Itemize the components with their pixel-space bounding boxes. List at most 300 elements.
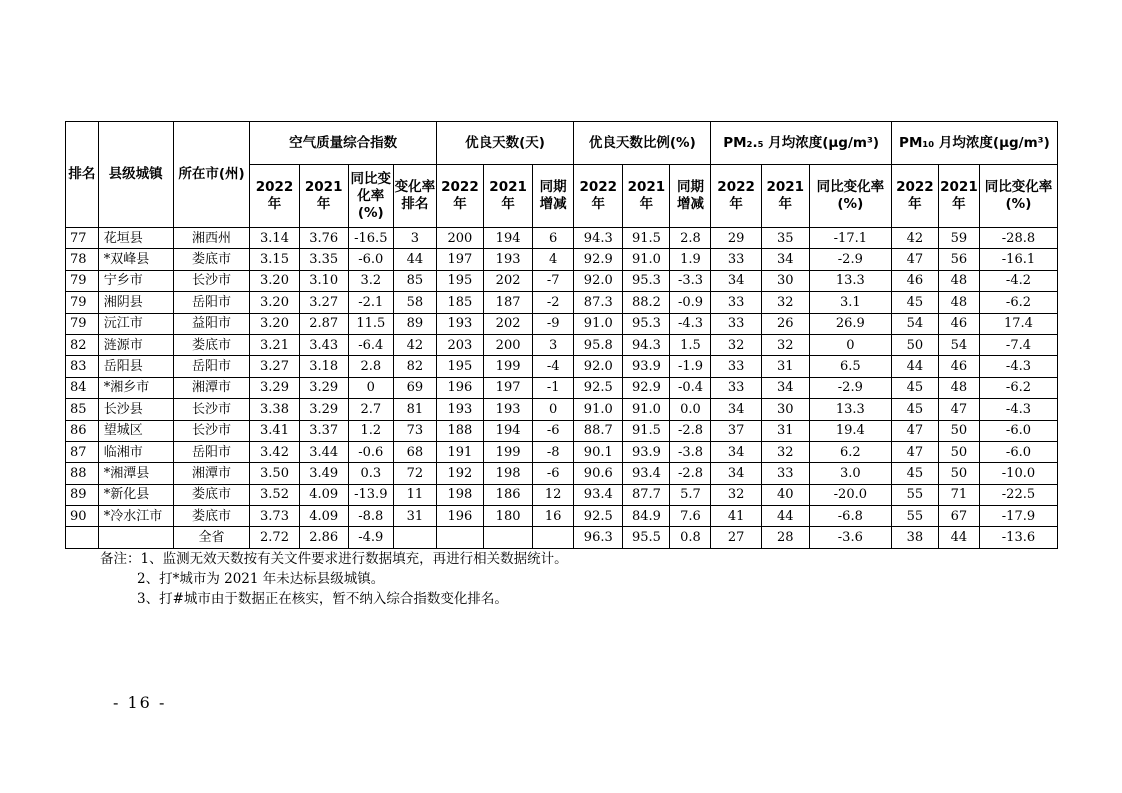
table-row	[66, 506, 1058, 527]
cell-rank: 79	[66, 270, 99, 291]
cell-aqi-change-rank: 81	[393, 399, 436, 420]
cell-pm25-2021: 32	[761, 441, 809, 462]
cell-aqi-yoy-rate: -0.6	[348, 441, 393, 462]
cell-aqi-change-rank: 69	[393, 377, 436, 398]
cell-aqi-2022: 3.15	[250, 249, 299, 270]
cell-pm10-2022: 55	[891, 506, 938, 527]
cell-pm25-change: -20.0	[809, 484, 891, 505]
cell-ratio-2021: 88.2	[623, 292, 670, 313]
cell-aqi-yoy-rate: -8.8	[348, 506, 393, 527]
table-notes	[100, 549, 568, 609]
cell-days-diff: 0	[533, 399, 574, 420]
cell-days-2021: 187	[484, 292, 533, 313]
cell-pm25-2022: 41	[711, 506, 761, 527]
cell-aqi-change-rank: 68	[393, 441, 436, 462]
cell-ratio-2022: 90.1	[574, 441, 623, 462]
cell-days-diff	[533, 527, 574, 548]
cell-city: 湘潭市	[173, 463, 250, 484]
cell-city: 娄底市	[173, 334, 250, 355]
cell-days-2022: 198	[436, 484, 483, 505]
header-aqi-change-rank: 变化率排名	[393, 165, 436, 228]
cell-aqi-2021: 3.44	[299, 441, 348, 462]
cell-pm25-2021: 32	[761, 292, 809, 313]
cell-pm25-change: 6.2	[809, 441, 891, 462]
cell-aqi-yoy-rate: -4.9	[348, 527, 393, 548]
cell-ratio-2021: 91.5	[623, 420, 670, 441]
cell-ratio-diff: 0.0	[670, 399, 711, 420]
cell-days-2022: 196	[436, 377, 483, 398]
cell-days-2022: 196	[436, 506, 483, 527]
cell-aqi-yoy-rate: -6.0	[348, 249, 393, 270]
cell-ratio-2022: 95.8	[574, 334, 623, 355]
cell-pm10-2022: 45	[891, 292, 938, 313]
air-quality-table-container	[65, 121, 1058, 549]
cell-ratio-diff: 5.7	[670, 484, 711, 505]
cell-pm10-2021: 48	[938, 377, 979, 398]
cell-ratio-2021: 94.3	[623, 334, 670, 355]
cell-days-diff: -6	[533, 463, 574, 484]
cell-ratio-2022: 92.0	[574, 356, 623, 377]
cell-days-2021: 186	[484, 484, 533, 505]
cell-pm25-2022: 27	[711, 527, 761, 548]
cell-aqi-yoy-rate: -2.1	[348, 292, 393, 313]
cell-rank: 90	[66, 506, 99, 527]
header-aqi-yoy-rate: 同比变化率(%)	[348, 165, 393, 228]
cell-ratio-2022: 87.3	[574, 292, 623, 313]
header-rank: 排名	[66, 122, 99, 228]
cell-aqi-yoy-rate: 2.7	[348, 399, 393, 420]
header-days-2021: 2021年	[484, 165, 533, 228]
cell-pm10-change: -13.6	[979, 527, 1057, 548]
page-number: - 16 -	[113, 693, 167, 712]
cell-pm25-change: 3.0	[809, 463, 891, 484]
cell-ratio-2022: 91.0	[574, 313, 623, 334]
cell-ratio-2021: 87.7	[623, 484, 670, 505]
cell-pm25-2021: 32	[761, 334, 809, 355]
cell-days-2021: 202	[484, 313, 533, 334]
cell-pm25-2022: 33	[711, 313, 761, 334]
cell-pm10-2022: 55	[891, 484, 938, 505]
cell-pm10-2022: 42	[891, 228, 938, 249]
cell-days-2022: 195	[436, 356, 483, 377]
cell-aqi-2022: 3.20	[250, 313, 299, 334]
cell-pm10-change: -4.3	[979, 399, 1057, 420]
cell-days-diff: 3	[533, 334, 574, 355]
cell-rank: 82	[66, 334, 99, 355]
cell-ratio-2021: 91.0	[623, 399, 670, 420]
cell-pm10-change: -10.0	[979, 463, 1057, 484]
cell-aqi-yoy-rate: 0.3	[348, 463, 393, 484]
cell-city: 岳阳市	[173, 292, 250, 313]
cell-pm10-change: -7.4	[979, 334, 1057, 355]
cell-ratio-diff: 2.8	[670, 228, 711, 249]
cell-pm25-2021: 40	[761, 484, 809, 505]
header-pm10-2022: 2022年	[891, 165, 938, 228]
cell-days-2022: 203	[436, 334, 483, 355]
cell-ratio-2021: 95.3	[623, 313, 670, 334]
table-row	[66, 313, 1058, 334]
cell-aqi-yoy-rate: 0	[348, 377, 393, 398]
cell-aqi-2022: 3.14	[250, 228, 299, 249]
cell-pm10-2022: 50	[891, 334, 938, 355]
cell-aqi-change-rank: 11	[393, 484, 436, 505]
cell-pm25-2022: 37	[711, 420, 761, 441]
cell-days-diff: -9	[533, 313, 574, 334]
cell-aqi-2021: 3.37	[299, 420, 348, 441]
cell-pm10-2021: 50	[938, 463, 979, 484]
cell-pm10-2021: 56	[938, 249, 979, 270]
cell-days-2022: 200	[436, 228, 483, 249]
cell-aqi-2022: 3.42	[250, 441, 299, 462]
cell-ratio-diff: -0.4	[670, 377, 711, 398]
cell-aqi-change-rank: 82	[393, 356, 436, 377]
table-row	[66, 420, 1058, 441]
cell-pm25-2022: 33	[711, 356, 761, 377]
table-row	[66, 292, 1058, 313]
table-row	[66, 441, 1058, 462]
cell-aqi-change-rank: 89	[393, 313, 436, 334]
cell-pm25-change: -2.9	[809, 377, 891, 398]
cell-pm25-change: 26.9	[809, 313, 891, 334]
cell-pm25-2021: 33	[761, 463, 809, 484]
cell-county: 湘阴县	[98, 292, 173, 313]
cell-pm25-change: 6.5	[809, 356, 891, 377]
cell-rank: 85	[66, 399, 99, 420]
table-row	[66, 334, 1058, 355]
cell-pm25-2021: 31	[761, 356, 809, 377]
cell-days-2021: 199	[484, 441, 533, 462]
cell-pm10-2022: 47	[891, 249, 938, 270]
cell-county: 临湘市	[98, 441, 173, 462]
cell-days-2021: 193	[484, 249, 533, 270]
cell-ratio-diff: -3.8	[670, 441, 711, 462]
cell-pm25-change: 13.3	[809, 399, 891, 420]
cell-aqi-change-rank: 85	[393, 270, 436, 291]
cell-days-2021: 198	[484, 463, 533, 484]
cell-days-2022	[436, 527, 483, 548]
cell-aqi-2022: 3.73	[250, 506, 299, 527]
cell-pm25-2021: 35	[761, 228, 809, 249]
cell-pm10-change: -6.0	[979, 420, 1057, 441]
cell-pm10-change: -17.9	[979, 506, 1057, 527]
cell-pm25-change: -6.8	[809, 506, 891, 527]
cell-pm10-2021: 50	[938, 441, 979, 462]
cell-pm25-change: 0	[809, 334, 891, 355]
cell-pm10-2022: 38	[891, 527, 938, 548]
cell-pm25-2022: 33	[711, 249, 761, 270]
table-row	[66, 377, 1058, 398]
cell-days-2022: 188	[436, 420, 483, 441]
cell-rank: 87	[66, 441, 99, 462]
cell-aqi-2021: 4.09	[299, 484, 348, 505]
cell-county: 花垣县	[98, 228, 173, 249]
header-aqi-2022: 2022年	[250, 165, 299, 228]
cell-ratio-diff: -2.8	[670, 420, 711, 441]
cell-aqi-change-rank: 3	[393, 228, 436, 249]
cell-aqi-2021: 3.18	[299, 356, 348, 377]
cell-ratio-2021: 95.5	[623, 527, 670, 548]
cell-pm25-2021: 26	[761, 313, 809, 334]
cell-pm10-2021: 48	[938, 270, 979, 291]
cell-county: 岳阳县	[98, 356, 173, 377]
cell-ratio-2021: 93.9	[623, 441, 670, 462]
cell-aqi-2021: 3.35	[299, 249, 348, 270]
header-days-2022: 2022年	[436, 165, 483, 228]
cell-aqi-yoy-rate: -6.4	[348, 334, 393, 355]
header-pm25-2021: 2021年	[761, 165, 809, 228]
header-pm10-change: 同比变化率(%)	[979, 165, 1057, 228]
cell-aqi-2021: 3.29	[299, 399, 348, 420]
header-pm25-group: PM₂.₅ 月均浓度(μg/m³)	[711, 122, 891, 165]
cell-aqi-2021: 4.09	[299, 506, 348, 527]
header-pm10-group: PM₁₀ 月均浓度(μg/m³)	[891, 122, 1057, 165]
cell-days-diff: -7	[533, 270, 574, 291]
cell-pm10-change: -6.0	[979, 441, 1057, 462]
cell-pm25-2022: 32	[711, 484, 761, 505]
cell-days-2022: 193	[436, 313, 483, 334]
cell-ratio-diff: -3.3	[670, 270, 711, 291]
cell-aqi-yoy-rate: 3.2	[348, 270, 393, 291]
cell-days-2021: 194	[484, 228, 533, 249]
cell-aqi-yoy-rate: -16.5	[348, 228, 393, 249]
cell-pm25-2022: 32	[711, 334, 761, 355]
cell-days-diff: -1	[533, 377, 574, 398]
cell-aqi-change-rank	[393, 527, 436, 548]
cell-ratio-2022: 88.7	[574, 420, 623, 441]
cell-days-2022: 191	[436, 441, 483, 462]
cell-aqi-2022: 3.21	[250, 334, 299, 355]
cell-ratio-2022: 92.5	[574, 506, 623, 527]
cell-rank: 83	[66, 356, 99, 377]
cell-days-2021: 197	[484, 377, 533, 398]
cell-county: *新化县	[98, 484, 173, 505]
cell-aqi-change-rank: 58	[393, 292, 436, 313]
cell-pm25-2021: 34	[761, 377, 809, 398]
cell-days-2022: 193	[436, 399, 483, 420]
cell-city: 岳阳市	[173, 356, 250, 377]
cell-pm10-2022: 45	[891, 377, 938, 398]
cell-pm25-2021: 30	[761, 399, 809, 420]
header-ratio-2022: 2022年	[574, 165, 623, 228]
cell-aqi-2022: 3.29	[250, 377, 299, 398]
cell-pm25-2022: 34	[711, 399, 761, 420]
cell-pm10-change: -16.1	[979, 249, 1057, 270]
header-days-diff: 同期增减	[533, 165, 574, 228]
cell-pm10-change: -28.8	[979, 228, 1057, 249]
table-row	[66, 399, 1058, 420]
cell-pm10-2022: 44	[891, 356, 938, 377]
cell-ratio-2022: 92.5	[574, 377, 623, 398]
cell-pm25-2021: 34	[761, 249, 809, 270]
cell-ratio-2022: 92.0	[574, 270, 623, 291]
cell-pm25-2022: 29	[711, 228, 761, 249]
header-county: 县级城镇	[98, 122, 173, 228]
cell-days-2021: 194	[484, 420, 533, 441]
cell-rank: 89	[66, 484, 99, 505]
cell-pm10-2021: 44	[938, 527, 979, 548]
cell-aqi-2022: 3.27	[250, 356, 299, 377]
cell-days-2021: 200	[484, 334, 533, 355]
cell-ratio-diff: 7.6	[670, 506, 711, 527]
cell-ratio-2021: 84.9	[623, 506, 670, 527]
cell-aqi-yoy-rate: 2.8	[348, 356, 393, 377]
cell-aqi-2022: 3.52	[250, 484, 299, 505]
cell-days-diff: 12	[533, 484, 574, 505]
cell-aqi-2022: 2.72	[250, 527, 299, 548]
cell-aqi-2021: 3.29	[299, 377, 348, 398]
cell-city: 长沙市	[173, 270, 250, 291]
cell-days-diff: -4	[533, 356, 574, 377]
table-row	[66, 249, 1058, 270]
cell-ratio-diff: 0.8	[670, 527, 711, 548]
note-2: 2、打*城市为 2021 年未达标县级城镇。	[137, 571, 385, 587]
cell-ratio-2021: 93.9	[623, 356, 670, 377]
cell-county: 涟源市	[98, 334, 173, 355]
cell-city: 湘潭市	[173, 377, 250, 398]
air-quality-ranking-table	[65, 121, 1058, 549]
cell-ratio-2021: 95.3	[623, 270, 670, 291]
cell-pm25-2022: 33	[711, 377, 761, 398]
note-1: 备注：1、监测无效天数按有关文件要求进行数据填充，再进行相关数据统计。	[100, 551, 568, 567]
cell-days-diff: -2	[533, 292, 574, 313]
cell-days-2021: 202	[484, 270, 533, 291]
cell-city: 益阳市	[173, 313, 250, 334]
cell-pm25-change: 13.3	[809, 270, 891, 291]
cell-aqi-change-rank: 31	[393, 506, 436, 527]
cell-aqi-2021: 3.43	[299, 334, 348, 355]
cell-pm10-2022: 45	[891, 399, 938, 420]
table-row	[66, 356, 1058, 377]
cell-city: 娄底市	[173, 484, 250, 505]
cell-days-2022: 195	[436, 270, 483, 291]
table-row	[66, 270, 1058, 291]
cell-pm25-change: -17.1	[809, 228, 891, 249]
cell-rank: 79	[66, 313, 99, 334]
cell-rank: 78	[66, 249, 99, 270]
cell-ratio-2021: 91.5	[623, 228, 670, 249]
header-pm25-2022: 2022年	[711, 165, 761, 228]
cell-pm10-2021: 54	[938, 334, 979, 355]
header-pm10-2021: 2021年	[938, 165, 979, 228]
cell-pm25-change: -2.9	[809, 249, 891, 270]
cell-city: 长沙市	[173, 399, 250, 420]
cell-days-diff: 4	[533, 249, 574, 270]
cell-city: 娄底市	[173, 506, 250, 527]
cell-pm10-2022: 47	[891, 441, 938, 462]
cell-pm10-change: 17.4	[979, 313, 1057, 334]
cell-days-diff: 16	[533, 506, 574, 527]
header-good-days-group: 优良天数(天)	[436, 122, 573, 165]
cell-pm10-2022: 47	[891, 420, 938, 441]
cell-pm10-2021: 67	[938, 506, 979, 527]
table-header	[66, 122, 1058, 228]
cell-pm10-2021: 71	[938, 484, 979, 505]
cell-city: 岳阳市	[173, 441, 250, 462]
cell-city: 湘西州	[173, 228, 250, 249]
cell-aqi-yoy-rate: 1.2	[348, 420, 393, 441]
table-body	[66, 228, 1058, 549]
cell-ratio-2022: 93.4	[574, 484, 623, 505]
cell-pm10-2022: 54	[891, 313, 938, 334]
cell-pm25-change: -3.6	[809, 527, 891, 548]
cell-aqi-2022: 3.41	[250, 420, 299, 441]
cell-days-2021	[484, 527, 533, 548]
table-row	[66, 463, 1058, 484]
cell-rank: 77	[66, 228, 99, 249]
table-row	[66, 484, 1058, 505]
cell-pm25-2021: 31	[761, 420, 809, 441]
cell-pm25-2022: 33	[711, 292, 761, 313]
cell-rank	[66, 527, 99, 548]
cell-ratio-2022: 91.0	[574, 399, 623, 420]
cell-days-2021: 199	[484, 356, 533, 377]
cell-aqi-change-rank: 44	[393, 249, 436, 270]
cell-pm25-2021: 30	[761, 270, 809, 291]
header-aqi-2021: 2021年	[299, 165, 348, 228]
cell-pm10-change: -6.2	[979, 377, 1057, 398]
header-pm25-change: 同比变化率(%)	[809, 165, 891, 228]
cell-county: *湘乡市	[98, 377, 173, 398]
cell-aqi-2021: 2.86	[299, 527, 348, 548]
cell-ratio-diff: 1.5	[670, 334, 711, 355]
cell-pm10-2021: 46	[938, 313, 979, 334]
cell-ratio-diff: -0.9	[670, 292, 711, 313]
cell-county: *湘潭县	[98, 463, 173, 484]
cell-county: *冷水江市	[98, 506, 173, 527]
cell-rank: 86	[66, 420, 99, 441]
cell-ratio-2021: 92.9	[623, 377, 670, 398]
cell-ratio-diff: -2.8	[670, 463, 711, 484]
cell-aqi-yoy-rate: 11.5	[348, 313, 393, 334]
cell-city: 娄底市	[173, 249, 250, 270]
cell-aqi-yoy-rate: -13.9	[348, 484, 393, 505]
cell-rank: 79	[66, 292, 99, 313]
cell-aqi-2022: 3.20	[250, 270, 299, 291]
cell-days-2022: 185	[436, 292, 483, 313]
cell-pm10-change: -22.5	[979, 484, 1057, 505]
header-good-ratio-group: 优良天数比例(%)	[574, 122, 711, 165]
cell-ratio-2022: 94.3	[574, 228, 623, 249]
cell-days-2021: 180	[484, 506, 533, 527]
cell-pm25-2022: 34	[711, 270, 761, 291]
table-row-total	[66, 527, 1058, 548]
header-city: 所在市(州)	[173, 122, 250, 228]
table-row	[66, 228, 1058, 249]
cell-pm10-2022: 45	[891, 463, 938, 484]
cell-days-2022: 197	[436, 249, 483, 270]
cell-pm10-change: -4.2	[979, 270, 1057, 291]
cell-pm25-change: 19.4	[809, 420, 891, 441]
cell-county	[98, 527, 173, 548]
cell-days-2021: 193	[484, 399, 533, 420]
header-ratio-2021: 2021年	[623, 165, 670, 228]
cell-ratio-diff: -4.3	[670, 313, 711, 334]
cell-ratio-diff: -1.9	[670, 356, 711, 377]
cell-pm10-2021: 48	[938, 292, 979, 313]
cell-pm25-2021: 28	[761, 527, 809, 548]
note-3: 3、打#城市由于数据正在核实，暂不纳入综合指数变化排名。	[137, 591, 508, 607]
cell-aqi-2021: 2.87	[299, 313, 348, 334]
cell-aqi-2022: 3.20	[250, 292, 299, 313]
cell-pm10-2021: 59	[938, 228, 979, 249]
cell-aqi-change-rank: 42	[393, 334, 436, 355]
cell-days-diff: -6	[533, 420, 574, 441]
cell-rank: 84	[66, 377, 99, 398]
cell-county: 长沙县	[98, 399, 173, 420]
cell-ratio-2021: 93.4	[623, 463, 670, 484]
cell-aqi-2021: 3.76	[299, 228, 348, 249]
cell-rank: 88	[66, 463, 99, 484]
